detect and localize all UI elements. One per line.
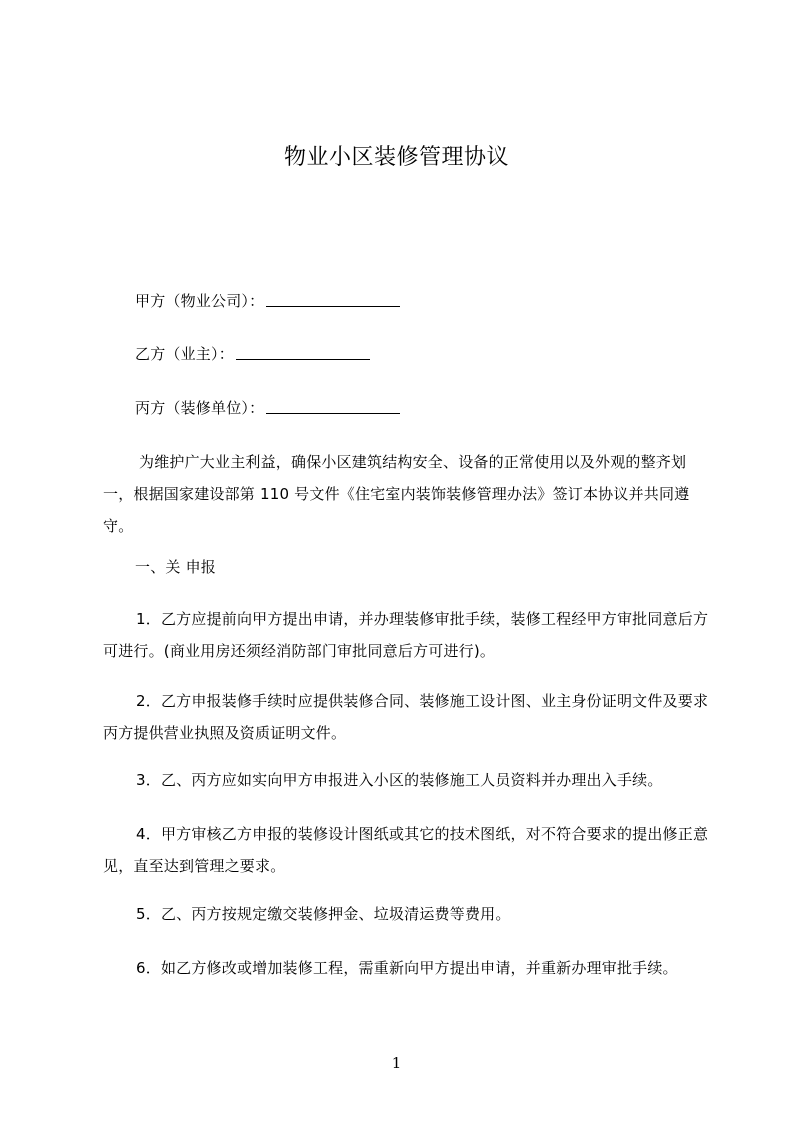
list-item: 6．如乙方修改或增加装修工程，需重新向甲方提出申请，并重新办理审批手续。 xyxy=(136,959,678,977)
party-b-blank[interactable] xyxy=(236,344,370,360)
list-item: 3．乙、丙方应如实向甲方申报进入小区的装修施工人员资料并办理出入手续。 xyxy=(136,771,663,789)
list-item: 5．乙、丙方按规定缴交装修押金、垃圾清运费等费用。 xyxy=(136,905,511,923)
party-c-line xyxy=(135,392,400,424)
list-item: 2．乙方申报装修手续时应提供装修合同、装修施工设计图、业主身份证明文件及要求丙方提供营业执照及资质证明文件。 xyxy=(103,692,709,742)
section-heading: 一、关 申报 xyxy=(135,558,216,576)
party-c-blank[interactable] xyxy=(266,398,400,414)
party-b-line xyxy=(135,338,370,370)
party-c-label: 丙方（装修单位）： xyxy=(135,399,265,417)
party-b-label: 乙方（业主）： xyxy=(135,345,234,363)
intro-paragraph: 为维护广大业主利益，确保小区建筑结构安全、设备的正常使用以及外观的整齐划一，根据国家建设部第 110 号文件《住宅室内装饰装修管理办法》签订本协议并共同遵守。 xyxy=(103,453,690,535)
document-title: 物业小区装修管理协议 xyxy=(283,145,509,170)
page-number: 1 xyxy=(391,1054,402,1072)
party-a-label: 甲方（物业公司）： xyxy=(135,292,265,310)
list-item: 1．乙方应提前向甲方提出申请，并办理装修审批手续，装修工程经甲方审批同意后方可进行。(商业用房还须经消防部门审批同意后方可进行)。 xyxy=(103,610,709,660)
party-a-blank[interactable] xyxy=(266,291,400,307)
list-item: 4．甲方审核乙方申报的装修设计图纸或其它的技术图纸，对不符合要求的提出修正意见，直至达到管理之要求。 xyxy=(103,825,709,875)
party-a-line xyxy=(135,285,400,317)
